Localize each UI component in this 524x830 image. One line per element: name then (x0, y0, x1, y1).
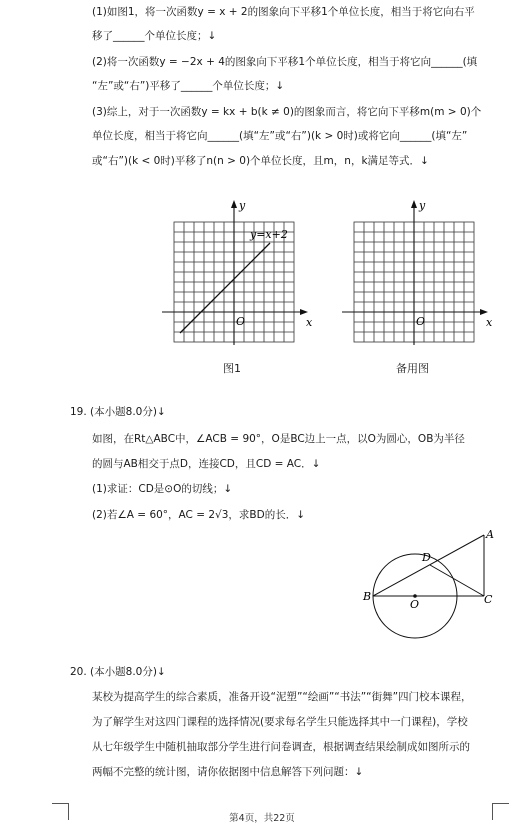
label-B: B (363, 590, 372, 603)
label-A: A (486, 528, 494, 541)
graph1-x-label: x (306, 316, 313, 329)
figure-1-caption: 图1 (223, 362, 241, 375)
spare-graph (340, 195, 500, 345)
q19-part2: (2)若∠A = 60°，AC = 2√3，求BD的长．↓ (92, 509, 305, 521)
q20-line3: 从七年级学生中随机抽取部分学生进行问卷调查，根据调查结果绘制成如图所示的 (92, 741, 470, 753)
q20-title: 20. (本小题8.0分)↓ (70, 666, 166, 678)
q19-figure (360, 525, 505, 640)
q18-part1-line1: (1)如图1，将一次函数y = x + 2的图象向下平移1个单位长度，相当于将它向右平 (92, 6, 475, 18)
label-D: D (422, 551, 431, 564)
graph1-origin: O (236, 315, 246, 328)
q20-line4: 两幅不完整的统计图，请你依据图中信息解答下列问题：↓ (92, 766, 364, 778)
q18-part2-line1: (2)将一次函数y = −2x + 4的图象向下平移1个单位长度，相当于将它向______(填 (92, 56, 478, 68)
q18-part3-line2: 单位长度，相当于将它向______(填“左”或“右”)(k > 0时)或将它向______(填“左” (92, 130, 468, 142)
figure-1-graph (160, 195, 320, 345)
q18-part3-line3: 或“右”)(k < 0时)平移了n(n > 0)个单位长度，且m，n，k满足等式．↓ (92, 155, 429, 167)
spare-x-label: x (486, 316, 493, 329)
q19-line2: 的圆与AB相交于点D，连接CD，且CD = AC．↓ (92, 458, 321, 470)
q18-part1-line2: 移了______个单位长度；↓ (92, 30, 217, 42)
spare-origin: O (416, 315, 426, 328)
page-footer: 第4页，共22页 (229, 813, 295, 824)
q18-part3-line1: (3)综上，对于一次函数y = kx + b(k ≠ 0)的图象而言，将它向下平移m(m > 0)个 (92, 106, 482, 118)
label-C: C (484, 593, 493, 606)
q19-title: 19. (本小题8.0分)↓ (70, 406, 166, 418)
q19-part1: (1)求证：CD是⊙O的切线；↓ (92, 483, 233, 495)
label-O: O (410, 598, 420, 611)
spare-y-label: y (419, 199, 426, 212)
q18-part2-line2: “左”或“右”)平移了______个单位长度；↓ (92, 80, 285, 92)
graph1-y-label: y (239, 199, 246, 212)
graph1-line-label: y=x+2 (250, 228, 288, 241)
spare-graph-caption: 备用图 (396, 362, 429, 375)
q20-line1: 某校为提高学生的综合素质，准备开设“泥塑”“绘画”“书法”“街舞”四门校本课程， (92, 691, 472, 703)
q19-line1: 如图，在Rt△ABC中，∠ACB = 90°，O是BC边上一点，以O为圆心，OB为半径 (92, 433, 465, 445)
q20-line2: 为了解学生对这四门课程的选择情况(要求每名学生只能选择其中一门课程)，学校 (92, 716, 468, 728)
